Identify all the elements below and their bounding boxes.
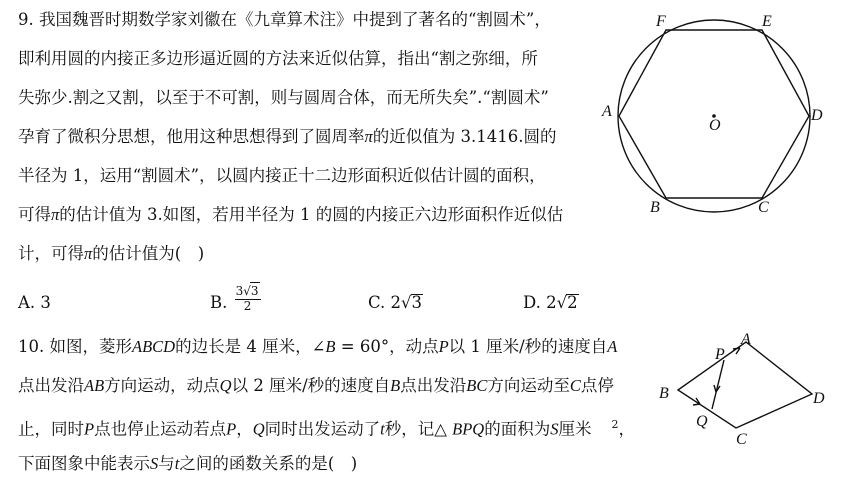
math-a: A — [607, 337, 618, 356]
label-B: B — [659, 385, 669, 402]
hexagon-circle-figure — [598, 6, 830, 224]
q10-text: 点出发沿 — [18, 376, 84, 395]
math-p: P — [84, 419, 95, 439]
q10-text: 秒，记△ — [384, 419, 453, 439]
q9-line-5: 半径为 1，运用“割圆术”，以圆内接正十二边形面积近似估计圆的面积， — [18, 166, 546, 185]
q9-line-4-text-a: 孕育了微积分思想，他用这种思想得到了圆周率 — [18, 127, 365, 146]
pi-symbol: π — [51, 205, 60, 224]
math-t: t — [174, 454, 180, 473]
label-P: P — [715, 346, 725, 363]
math-t: t — [380, 419, 385, 439]
math-bc: BC — [466, 376, 488, 395]
label-C: C — [736, 431, 747, 448]
math-p: P — [226, 419, 237, 439]
math-s: S — [150, 454, 159, 473]
option-c[interactable]: C. 2√3 — [368, 293, 423, 312]
q10-line-4 — [18, 454, 357, 474]
q10-text: 10. 如图，菱形 — [18, 337, 132, 356]
label-D: D — [811, 107, 823, 124]
option-b-label: B. — [210, 293, 228, 312]
superscript-2: 2 — [611, 418, 619, 431]
q10-text: 点停 — [580, 376, 614, 395]
q9-line-1: 9. 我国魏晋时期数学家刘徽在《九章算术注》中提到了著名的“割圆术”， — [18, 10, 551, 29]
q9-line-7-text-b: 的估计值为( ) — [92, 244, 205, 263]
q10-line-2 — [18, 376, 614, 396]
rhombus-figure — [652, 326, 832, 450]
q10-text: 点也停止运动若点 — [94, 419, 227, 439]
q10-text: 的边长是 4 厘米，∠ — [175, 337, 326, 356]
q10-text: ， — [618, 419, 635, 439]
q10-text: 同时出发运动了 — [264, 419, 381, 439]
math-q: Q — [252, 419, 265, 439]
math-ab: AB — [84, 376, 105, 395]
label-B: B — [650, 199, 660, 216]
q10-text: ， — [236, 419, 253, 439]
option-c-label: C. 2 — [368, 293, 402, 312]
q10-text: 以 1 厘米/秒的速度自 — [448, 337, 608, 356]
pi-symbol: π — [364, 127, 373, 146]
q9-line-4 — [18, 127, 557, 147]
math-b: B — [390, 376, 401, 395]
q10-text: 点出发沿 — [400, 376, 467, 395]
label-O: O — [709, 117, 721, 134]
option-b[interactable] — [210, 283, 261, 313]
q9-line-7-text-a: 计，可得 — [18, 244, 84, 263]
math-abcd: ABCD — [132, 337, 176, 356]
segment-pq — [712, 360, 724, 409]
math-b: B — [325, 337, 336, 356]
q10-text: 下面图象中能表示 — [18, 454, 150, 473]
fraction-denominator: 2 — [243, 298, 252, 313]
fraction-coef: 3 — [235, 283, 244, 298]
math-s: S — [550, 419, 559, 439]
q10-text: = 60°，动点 — [335, 337, 439, 356]
fraction-radicand: 3 — [250, 283, 259, 298]
q10-line-3 — [18, 415, 635, 440]
option-c-radicand: 3 — [411, 293, 423, 312]
q9-line-6 — [18, 205, 563, 225]
math-bpq: BPQ — [452, 419, 485, 439]
option-a[interactable]: A. 3 — [18, 293, 51, 312]
q10-text: 方向运动，动点 — [104, 376, 220, 395]
label-A: A — [741, 331, 751, 348]
q9-line-4-text-b: 的近似值为 3.1416.圆的 — [372, 127, 557, 146]
q9-line-6-text-b: 的估计值为 3.如图，若用半径为 1 的圆的内接正六边形面积作近似估 — [59, 205, 564, 224]
label-A: A — [602, 103, 612, 120]
label-D: D — [813, 390, 825, 407]
q10-text: 以 2 厘米/秒的速度自 — [231, 376, 391, 395]
q9-line-3: 失弥少.割之又割，以至于不可割，则与圆周合体，而无所失矣”.“割圆术” — [18, 88, 549, 107]
inscribed-hexagon — [619, 30, 809, 198]
label-Q: Q — [696, 413, 708, 430]
option-b-fraction: $\frac{3√3}{2}$ — [235, 283, 259, 313]
label-C: C — [758, 199, 769, 216]
q10-text: 厘米 — [558, 419, 592, 439]
label-E: E — [762, 13, 772, 30]
label-F: F — [656, 13, 666, 30]
option-d[interactable]: D. 2√2 — [523, 293, 578, 312]
math-c: C — [569, 376, 581, 395]
q10-text: 之间的函数关系的是( ) — [179, 454, 358, 473]
q10-line-1 — [18, 337, 617, 357]
pi-symbol: π — [84, 244, 93, 263]
q9-line-7 — [18, 244, 204, 264]
math-q: Q — [219, 376, 232, 395]
q9-line-2: 即利用圆的内接正多边形逼近圆的方法来近似估算，指出“割之弥细，所 — [18, 49, 538, 68]
option-d-label: D. 2 — [523, 293, 557, 312]
q10-text: 方向运动至 — [487, 376, 570, 395]
q10-text: 与 — [158, 454, 175, 473]
q10-text: 的面积为 — [484, 419, 551, 439]
q9-line-6-text-a: 可得 — [18, 205, 51, 224]
option-d-radicand: 2 — [567, 293, 578, 312]
q10-text: 止，同时 — [18, 419, 84, 439]
math-p: P — [438, 337, 449, 356]
